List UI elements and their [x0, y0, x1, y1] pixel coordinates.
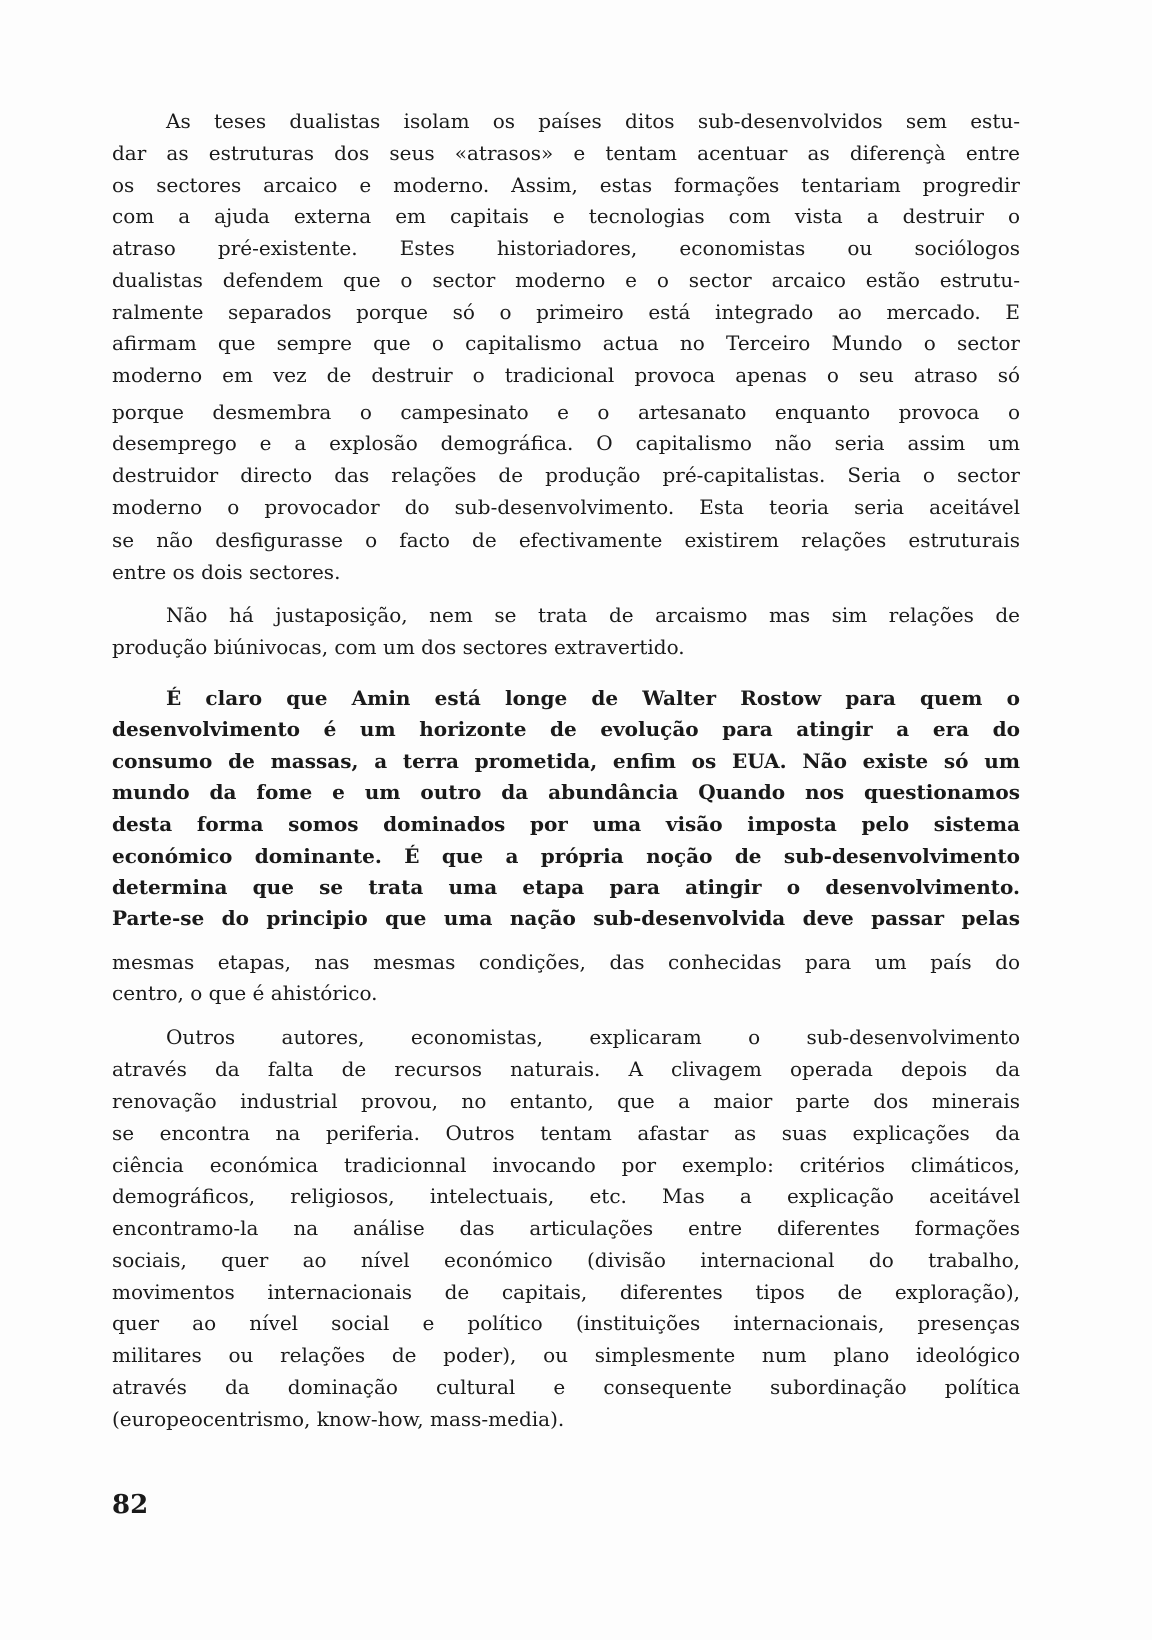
text-line: (europeocentrismo, know-how, mass-media). — [112, 1407, 565, 1431]
text-line: atraso pré-existente. Estes historiadores, economistas ou sociólogos — [112, 236, 1020, 260]
text-line: mesmas etapas, nas mesmas condições, das conhecidas para um país do — [112, 950, 1020, 974]
text-line: afirmam que sempre que o capitalismo actua no Terceiro Mundo o sector — [112, 331, 1020, 355]
text-line: mundo da fome e um outro da abundância Quando nos questionamos — [112, 780, 1020, 804]
text-line: quer ao nível social e político (instituições internacionais, presenças — [112, 1311, 1020, 1335]
text-line: se encontra na periferia. Outros tentam afastar as suas explicações da — [112, 1121, 1020, 1145]
text-line: renovação industrial provou, no entanto, que a maior parte dos minerais — [112, 1089, 1020, 1113]
text-line: determina que se trata uma etapa para atingir o desenvolvimento. — [112, 875, 1020, 899]
text-line: ralmente separados porque só o primeiro está integrado ao mercado. E — [112, 300, 1020, 324]
text-line: destruidor directo das relações de produção pré-capitalistas. Seria o sector — [112, 463, 1020, 487]
text-line: entre os dois sectores. — [112, 560, 341, 584]
text-line: centro, o que é ahistórico. — [112, 981, 378, 1005]
text-line: dualistas defendem que o sector moderno e o sector arcaico estão estrutu- — [112, 268, 1020, 292]
text-line: desenvolvimento é um horizonte de evolução para atingir a era do — [112, 717, 1020, 741]
text-line: É claro que Amin está longe de Walter Rostow para quem o — [166, 686, 1020, 710]
text-line: Parte-se do principio que uma nação sub-desenvolvida deve passar pelas — [112, 906, 1020, 930]
text-line: Outros autores, economistas, explicaram o sub-desenvolvimento — [166, 1025, 1020, 1049]
text-line: As teses dualistas isolam os países ditos sub-desenvolvidos sem estu- — [166, 109, 1020, 133]
text-line: produção biúnivocas, com um dos sectores extravertido. — [112, 635, 685, 659]
text-line: consumo de massas, a terra prometida, enfim os EUA. Não existe só um — [112, 749, 1020, 773]
text-line: encontramo-la na análise das articulações entre diferentes formações — [112, 1216, 1020, 1240]
text-line: os sectores arcaico e moderno. Assim, estas formações tentariam progredir — [112, 173, 1020, 197]
text-line: económico dominante. É que a própria noção de sub-desenvolvimento — [112, 844, 1020, 868]
text-line: moderno em vez de destruir o tradicional provoca apenas o seu atraso só — [112, 363, 1020, 387]
text-line: com a ajuda externa em capitais e tecnologias com vista a destruir o — [112, 204, 1020, 228]
text-line: sociais, quer ao nível económico (divisão internacional do trabalho, — [112, 1248, 1020, 1272]
text-line: através da dominação cultural e consequente subordinação política — [112, 1375, 1020, 1399]
text-line: movimentos internacionais de capitais, diferentes tipos de exploração), — [112, 1280, 1020, 1304]
text-line: demográficos, religiosos, intelectuais, etc. Mas a explicação aceitável — [112, 1184, 1020, 1208]
text-line: desemprego e a explosão demográfica. O capitalismo não seria assim um — [112, 431, 1020, 455]
text-line: porque desmembra o campesinato e o artesanato enquanto provoca o — [112, 400, 1020, 424]
page-number: 82 — [112, 1490, 149, 1520]
text-line: dar as estruturas dos seus «atrasos» e tentam acentuar as diferençà entre — [112, 141, 1020, 165]
text-line: ciência económica tradicionnal invocando por exemplo: critérios climáticos, — [112, 1153, 1020, 1177]
text-line: Não há justaposição, nem se trata de arcaismo mas sim relações de — [166, 603, 1020, 627]
text-line: militares ou relações de poder), ou simplesmente num plano ideológico — [112, 1343, 1020, 1367]
text-line: moderno o provocador do sub-desenvolvimento. Esta teoria seria aceitável — [112, 495, 1020, 519]
text-line: desta forma somos dominados por uma visão imposta pelo sistema — [112, 812, 1020, 836]
text-line: se não desfigurasse o facto de efectivamente existirem relações estruturais — [112, 528, 1020, 552]
text-line: através da falta de recursos naturais. A clivagem operada depois da — [112, 1057, 1020, 1081]
